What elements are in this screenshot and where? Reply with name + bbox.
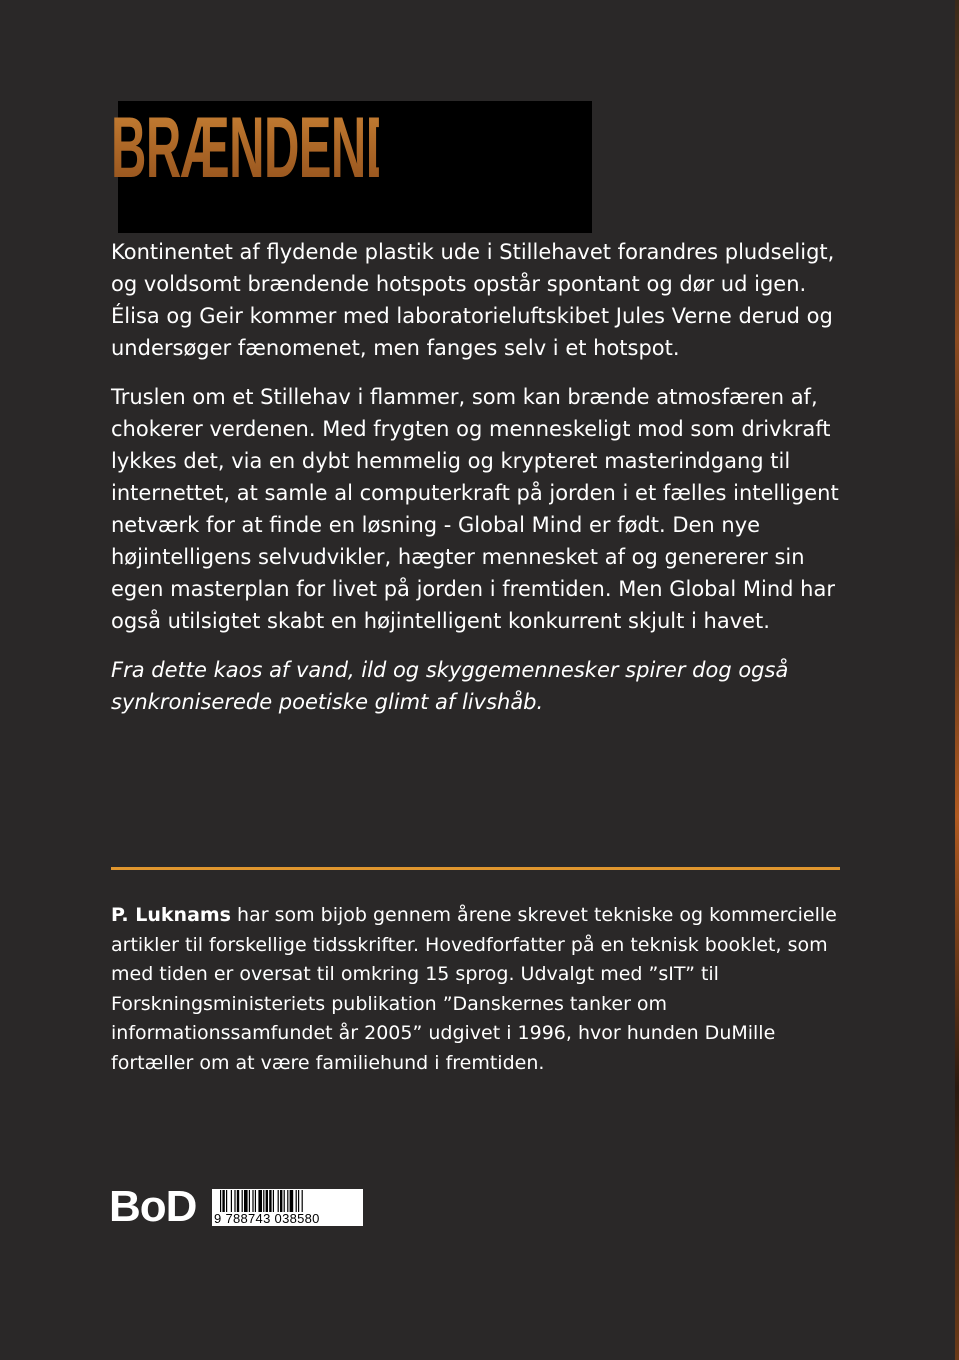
blurb-paragraph-1: Kontinentet af flydende plastik ude i Stillehavet forandres pludseligt, og voldsomt brændende hotspots opstår spontant og dør ud igen. Élisa og Geir kommer med laboratorieluftskibet Jules Verne derud og undersøger fænomenet, men fanges selv i et hotspot. [111,240,835,360]
author-name: P. Luknams [111,904,231,926]
cover-edge-strip [955,0,959,1360]
book-blurb [111,236,846,735]
isbn-barcode [212,1189,363,1226]
blurb-paragraph-2: Truslen om et Stillehav i flammer, som kan brænde atmosfæren af, chokerer verdenen. Med frygten og menneskeligt mod som drivkraft lykkes det, via en dybt hemmelig og krypteret masterindgang til internettet, at samle al computerkraft på jorden i et fælles intelligent netværk for at finde en løsning - Global Mind er født. Den nye højintelligens selvudvikler, hægter mennesket af og genererer sin egen masterplan for livet på jorden i fremtiden. Men Global Mind har også utilsigtet skabt en højintelligent konkurrent skjult i havet. [111,385,839,633]
author-bio [111,901,846,1078]
book-title: BRÆNDENDE VAND [111,90,379,206]
publisher-logo: BoD [109,1182,197,1231]
blurb-paragraph-3: Fra dette kaos af vand, ild og skyggemennesker spirer dog også synkroniserede poetiske glimt af livshåb. [111,658,789,714]
author-bio-text: har som bijob gennem årene skrevet tekniske og kommercielle artikler til forskellige tidsskrifter. Hovedforfatter på en teknisk booklet, som med tiden er oversat til omkring 15 sprog. Udvalgt med ”sIT” til Forskningsministeriets publikation ”Danskernes tanker om informationssamfundet år 2005” udgivet i 1996, hvor hunden DuMille fortæller om at være familiehund i fremtiden. [111,904,837,1074]
isbn-number: 9 788743 038580 [214,1211,320,1226]
barcode-bars [220,1190,356,1212]
section-divider [111,867,840,870]
